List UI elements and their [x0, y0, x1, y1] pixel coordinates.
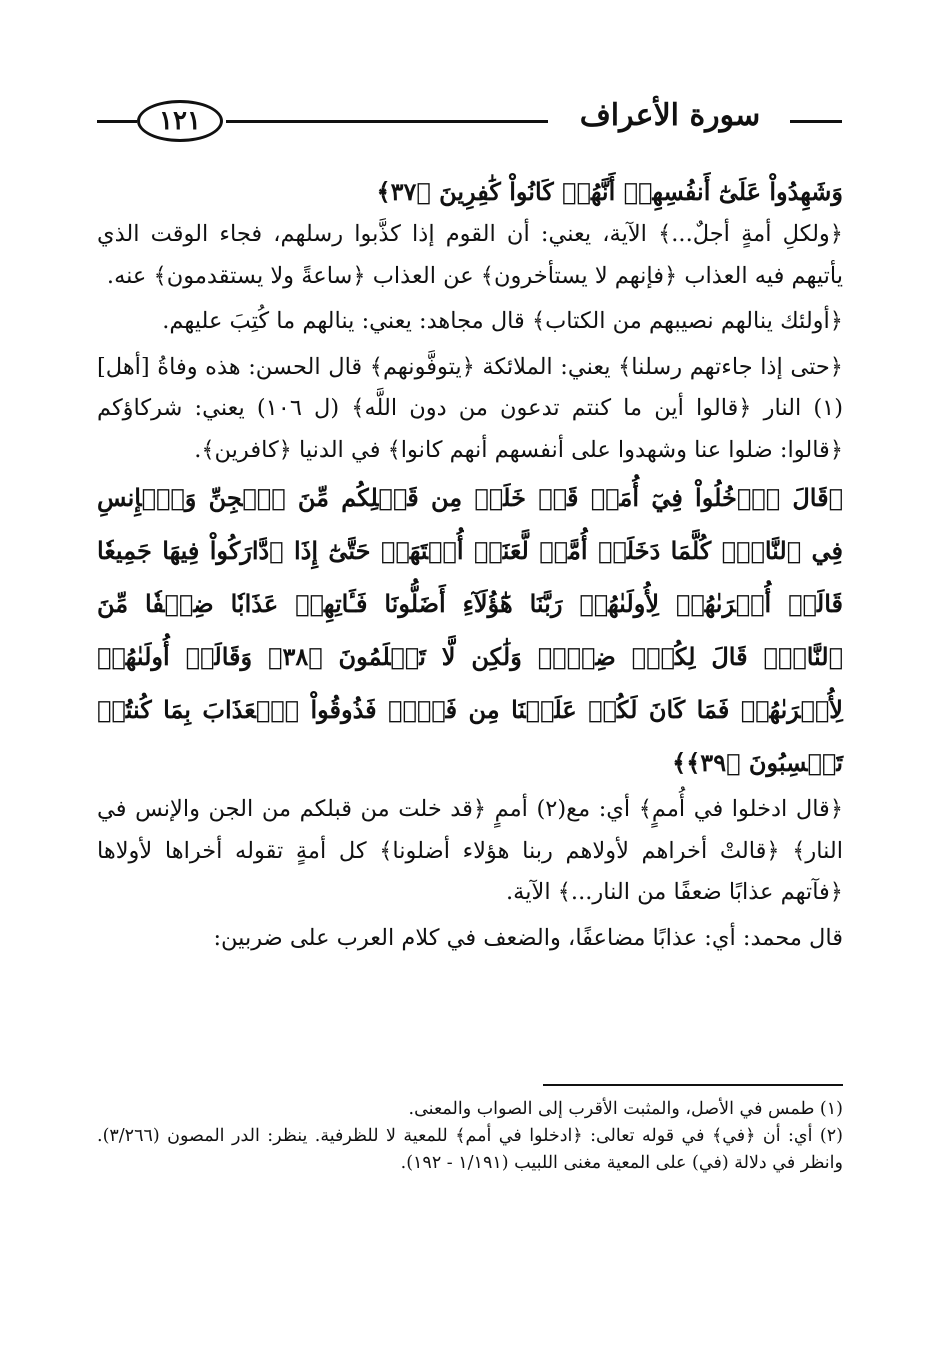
footnotes: [97, 1096, 843, 1177]
header-rule-left: [97, 120, 137, 123]
commentary-paragraph-3: ﴿حتى إذا جاءتهم رسلنا﴾ يعني: الملائكة ﴿يتوفَّونهم﴾ قال الحسن: هذه وفاةُ [أهل](١) النار ﴿قالوا أين ما كنتم تدعون من دون اللَّه﴾ (ل ١٠٦) يعني: شركاؤكم ﴿قالوا: ضلوا عنا وشهدوا على أنفسهم أنهم كانوا﴾ في الدنيا ﴿كافرين﴾.: [97, 353, 843, 463]
header-rule-middle: [226, 120, 548, 123]
quran-verse-37-end: وَشَهِدُواْ عَلَىٰٓ أَنفُسِهِمۡ أَنَّهُمۡ كَانُواْ كَٰفِرِينَ ﴿٣٧﴾: [376, 177, 843, 206]
header-rule-right: [790, 120, 842, 123]
commentary-paragraph-4: ﴿قال ادخلوا في أُممٍ﴾ أي: مع(٢) أممٍ ﴿قد خلت من قبلكم من الجن والإنس في النار﴾ ﴿قالتْ أخراهم لأولاهم ربنا هؤلاء أضلونا﴾ كل أمةٍ تقوله أخراها لأولاها ﴿فآتهم عذابًا ضعفًا من النار...﴾ الآية.: [97, 796, 844, 905]
surah-title: سورة الأعراف: [579, 98, 761, 133]
page-number: ١٢١: [137, 100, 223, 142]
footnote-2: (٢) أي: أن ﴿في﴾ في قوله تعالى: ﴿ادخلوا في أمم﴾ للمعية لا للظرفية. ينظر: الدر المصون (٣/٢٦٦). وانظر في دلالة (في) على المعية مغنى اللبيب (١/١٩١ - ١٩٢).: [97, 1126, 843, 1173]
footnote-separator: [543, 1084, 843, 1086]
quran-verses-38-39: ﴿قَالَ ٱدۡخُلُواْ فِيٓ أُمَمٖ قَدۡ خَلَتۡ مِن قَبۡلِكُم مِّنَ ٱلۡجِنِّ وَٱلۡإِنسِ فِي ٱلنَّارِۖ كُلَّمَا دَخَلَتۡ أُمَّةٞ لَّعَنَتۡ أُخۡتَهَاۖ حَتَّىٰٓ إِذَا ٱدَّارَكُواْ فِيهَا جَمِيعٗا قَالَتۡ أُخۡرَىٰهُمۡ لِأُولَىٰهُمۡ رَبَّنَا هَٰٓؤُلَآءِ أَضَلُّونَا فَـَٔاتِهِمۡ عَذَابٗا ضِعۡفٗا مِّنَ ٱلنَّارِۖ قَالَ لِكُلّٖ ضِعۡفٞ وَلَٰكِن لَّا تَعۡلَمُونَ ﴿٣٨﴾ وَقَالَتۡ أُولَىٰهُمۡ لِأُخۡرَىٰهُمۡ فَمَا كَانَ لَكُمۡ عَلَيۡنَا مِن فَضۡلٖ فَذُوقُواْ ٱلۡعَذَابَ بِمَا كُنتُمۡ تَكۡسِبُونَ ﴿٣٩﴾﴾: [97, 483, 843, 777]
footnote-1: (١) طمس في الأصل، والمثبت الأقرب إلى الصواب والمعنى.: [408, 1099, 843, 1119]
commentary-paragraph-2: ﴿أولئك ينالهم نصيبهم من الكتاب﴾ قال مجاهد: يعني: ينالهم ما كُتِبَ عليهم.: [162, 308, 843, 334]
page-header: [0, 92, 929, 152]
commentary-paragraph-5: قال محمد: أي: عذابًا مضاعفًا، والضعف في كلام العرب على ضربين:: [213, 924, 843, 951]
main-text: [97, 170, 843, 959]
commentary-paragraph-1: ﴿ولكلِ أمةٍ أجلٌ...﴾ الآية، يعني: أن القوم إذا كذَّبوا رسلهم، فجاء الوقت الذي يأتيهم فيه العذاب ﴿فإنهم لا يستأخرون﴾ عن العذاب ﴿ساعةً ولا يستقدمون﴾ عنه.: [97, 221, 843, 289]
